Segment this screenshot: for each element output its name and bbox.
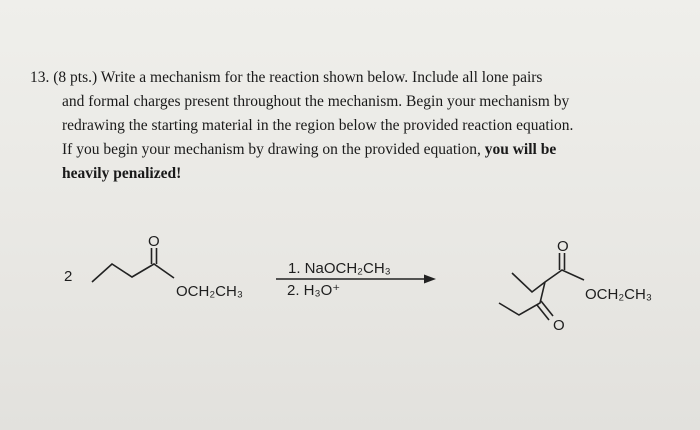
question-text bbox=[30, 66, 670, 186]
reactant-skeleton-bonds bbox=[92, 264, 174, 282]
reagent-step-1: 1. NaOCH₂CH₃ bbox=[288, 260, 391, 277]
reactant-structure bbox=[64, 233, 243, 300]
product-structure bbox=[499, 238, 652, 334]
reactant-ethoxy-group: OCH₂CH₃ bbox=[176, 283, 243, 300]
question-line-1: 13. (8 pts.) Write a mechanism for the reaction shown below. Include all lone pairs bbox=[30, 69, 543, 86]
product-ester-oxygen: O bbox=[557, 238, 569, 255]
product-ethoxy-group: OCH₂CH₃ bbox=[585, 286, 652, 303]
product-ketone-oxygen: O bbox=[553, 317, 565, 334]
question-number: 13. (8 pts.) bbox=[30, 69, 98, 86]
product-upper-chain-bonds bbox=[512, 270, 584, 292]
reaction-scheme bbox=[0, 220, 700, 350]
question-line-2: and formal charges present throughout the mechanism. Begin your mechanism by bbox=[62, 93, 570, 110]
reactant-coefficient: 2 bbox=[64, 268, 73, 285]
question-line-4: If you begin your mechanism by drawing on the provided equation, you will be bbox=[62, 141, 557, 158]
reaction-arrow-head bbox=[424, 275, 436, 284]
question-line-5: heavily penalized! bbox=[62, 165, 182, 182]
question-line-3: redrawing the starting material in the region below the provided reaction equation. bbox=[62, 117, 574, 134]
reaction-conditions bbox=[276, 260, 436, 299]
reactant-carbonyl-oxygen: O bbox=[148, 233, 160, 250]
penalty-warning: you will be bbox=[484, 141, 557, 158]
reagent-step-2: 2. H₃O⁺ bbox=[287, 282, 341, 299]
product-ketone-carbonyl-bond-1 bbox=[541, 301, 553, 316]
product-ketone-carbonyl-bond-2 bbox=[537, 305, 549, 320]
